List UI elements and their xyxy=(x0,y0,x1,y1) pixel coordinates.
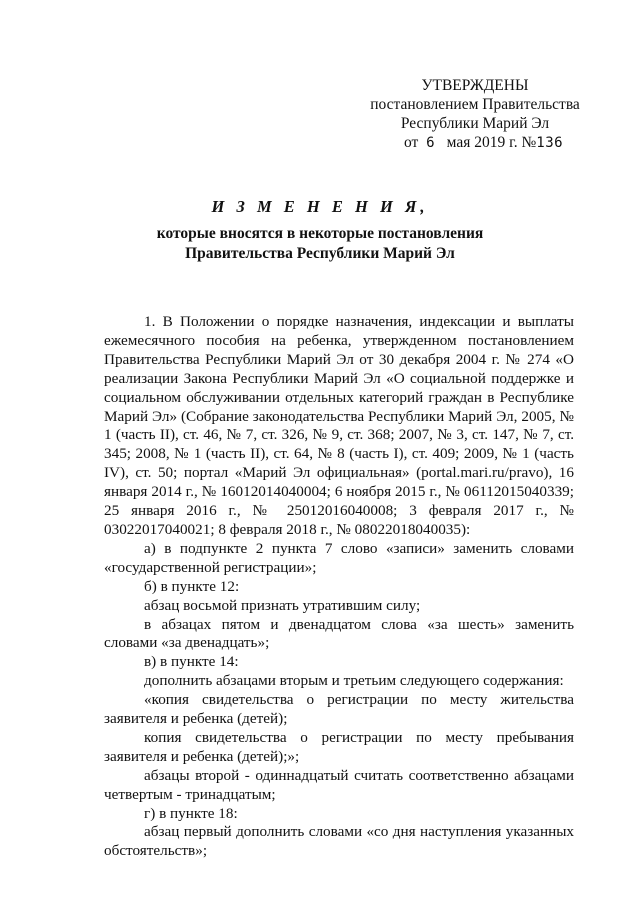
document-body xyxy=(104,313,574,861)
paragraph-text: абзац первый дополнить словами «со дня наступления указанных обстоятельств»; xyxy=(104,823,574,860)
approval-region: Республики Марий Эл xyxy=(400,115,550,132)
paragraph-subitem-d: г) в пункте 18: xyxy=(144,804,238,822)
document-subtitle xyxy=(0,224,640,264)
approval-date-prefix: от xyxy=(404,134,419,151)
paragraph-subitem-b: б) в пункте 12: xyxy=(144,577,240,595)
approval-number-prefix: № xyxy=(521,134,537,151)
approval-heading: УТВЕРЖДЕНЫ xyxy=(421,77,529,94)
paragraph-quote: «копия свидетельства о регистрации по месту жительства заявителя и ребенка (детей); xyxy=(104,691,574,728)
paragraph-quote: копия свидетельства о регистрации по месту пребывания заявителя и ребенка (детей);»; xyxy=(104,728,574,765)
paragraph-subitem-a: а) в подпункте 2 пункта 7 слово «записи» заменить словами «государственной регистрации»; xyxy=(104,539,574,576)
approval-month-year: мая 2019 г. xyxy=(446,134,518,151)
approval-authority: постановлением Правительства xyxy=(370,96,580,113)
paragraph-text: в абзацах пятом и двенадцатом слова «за шесть» заменить словами «за двенадцать»; xyxy=(104,615,574,652)
subtitle-line-1: которые вносятся в некоторые постановления xyxy=(156,225,484,242)
paragraph-text: дополнить абзацами вторым и третьим следующего содержания: xyxy=(144,672,564,690)
approval-number: 136 xyxy=(536,135,564,151)
paragraph-text: абзац восьмой признать утратившим силу; xyxy=(144,596,421,614)
document-title: И З М Е Н Е Н И Я, xyxy=(211,197,429,216)
paragraph-item-1: 1. В Положении о порядке назначения, индексации и выплаты ежемесячного пособия на ребенка, утвержденном постановлением Правительства Республики Марий Эл от 30 декабря 2004 г. № 274 «О реализации Закона Республики Марий Эл «О социальной поддержке и социальном обслуживании отдельных категорий граждан в Республике Марий Эл» (Собрание законодательства Республики Марий Эл, 2005, № 1 (часть II), ст. 46, № 7, ст. 326, № 9, ст. 368; 2007, № 3, ст. 147, № 7, ст. 345; 2008, № 1 (часть II), ст. 64, № 8 (часть I), ст. 409; 2009, № 1 (часть IV), ст. 50; портал «Марий Эл официальная» (portal.mari.ru/pravo), 16 января 2014 г., № 16012014040004; 6 ноября 2015 г., № 06112015040339; 25 января 2016 г., № 25012016040008; 3 февраля 2017 г., № 03022017040021; 8 февраля 2018 г., № 08022018040035): xyxy=(104,313,574,538)
paragraph-subitem-c: в) в пункте 14: xyxy=(144,653,239,671)
subtitle-line-2: Правительства Республики Марий Эл xyxy=(185,245,455,262)
approval-date-line xyxy=(360,133,590,153)
paragraph-text: абзацы второй - одиннадцатый считать соответственно абзацами четвертым - тринадцатым; xyxy=(104,766,574,803)
approval-block xyxy=(360,76,590,153)
approval-day: 6 xyxy=(426,135,436,151)
